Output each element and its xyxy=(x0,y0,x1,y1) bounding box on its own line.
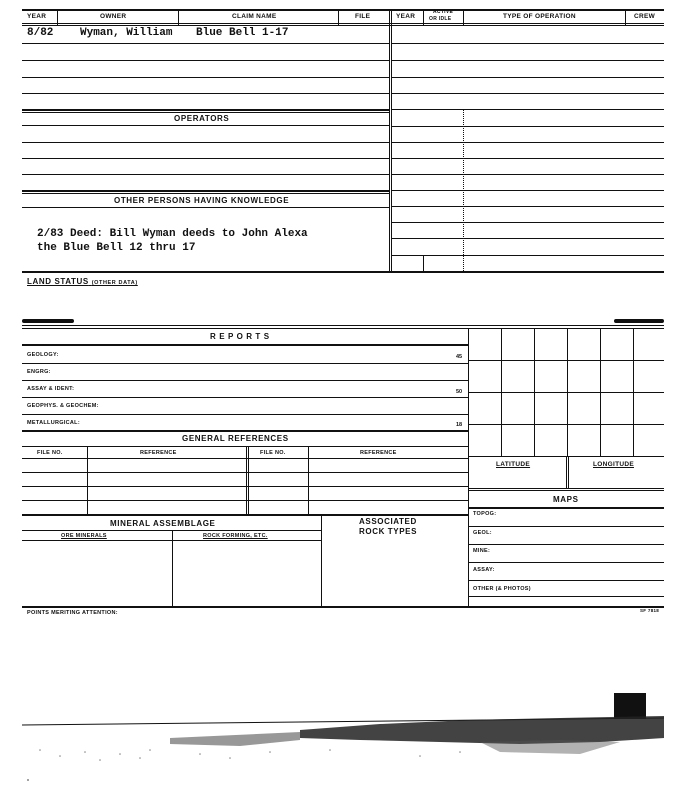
report-assay-label: ASSAY & IDENT: xyxy=(27,386,75,392)
land-status-subtitle: (OTHER DATA) xyxy=(91,280,138,286)
points-meriting-attention: POINTS MERITING ATTENTION: xyxy=(27,610,118,616)
header-year: YEAR xyxy=(27,13,47,20)
general-references-title: GENERAL REFERENCES xyxy=(182,434,289,443)
report-engrg-label: ENGRG: xyxy=(27,369,51,375)
report-assay-number: 50 xyxy=(456,389,463,395)
header-crew: CREW xyxy=(634,13,656,20)
header-or-idle: OR IDLE xyxy=(429,16,452,22)
maps-title: MAPS xyxy=(553,495,579,504)
header-file: FILE xyxy=(355,13,371,20)
header-active: ACTIVE xyxy=(433,9,454,15)
report-metallurgical-label: METALLURGICAL: xyxy=(27,420,80,426)
maps-assay: ASSAY: xyxy=(473,567,495,573)
claim-row-year: 8/82 xyxy=(27,27,54,39)
report-geology-number: 45 xyxy=(456,354,463,360)
maps-topog: TOPOG: xyxy=(473,511,497,517)
ref-col-file-no-2: FILE NO. xyxy=(260,450,286,456)
maps-geol: GEOL: xyxy=(473,530,492,536)
form-code: SF 7818 xyxy=(640,608,660,613)
ore-minerals-label: ORE MINERALS xyxy=(61,533,107,539)
rock-forming-label: ROCK FORMING, ETC. xyxy=(203,533,268,539)
ref-col-reference: REFERENCE xyxy=(140,450,177,456)
report-metallurgical-number: 18 xyxy=(456,422,463,428)
mineral-assemblage-title: MINERAL ASSEMBLAGE xyxy=(110,519,216,528)
latitude-label: LATITUDE xyxy=(496,461,531,468)
other-persons-note-line-1: 2/83 Deed: Bill Wyman deeds to John Alexa xyxy=(37,228,308,240)
ref-col-file-no: FILE NO. xyxy=(37,450,63,456)
header-year-2: YEAR xyxy=(396,13,416,20)
report-geophys-label: GEOPHYS. & GEOCHEM: xyxy=(27,403,99,409)
header-type-of-operation: TYPE OF OPERATION xyxy=(503,13,576,20)
header-claim-name: CLAIM NAME xyxy=(232,13,277,20)
maps-mine: MINE: xyxy=(473,548,491,554)
claim-row-claim-name: Blue Bell 1-17 xyxy=(196,27,289,39)
other-persons-note-line-2: the Blue Bell 12 thru 17 xyxy=(37,242,196,254)
scan-artifact xyxy=(0,680,678,790)
header-owner: OWNER xyxy=(100,13,127,20)
other-persons-title: OTHER PERSONS HAVING KNOWLEDGE xyxy=(114,196,290,205)
maps-other: OTHER (& PHOTOS) xyxy=(473,586,531,592)
associated-rock-types-line-1: ASSOCIATED xyxy=(359,517,417,526)
associated-rock-types-line-2: ROCK TYPES xyxy=(359,527,418,536)
land-status-label: LAND STATUS xyxy=(27,277,89,286)
ref-col-reference-2: REFERENCE xyxy=(360,450,397,456)
report-geology-label: GEOLOGY: xyxy=(27,352,59,358)
operators-title: OPERATORS xyxy=(174,114,230,123)
longitude-label: LONGITUDE xyxy=(593,461,634,468)
reports-title: R E P O R T S xyxy=(210,332,270,341)
claim-row-owner: Wyman, William xyxy=(80,27,173,39)
land-status-title xyxy=(27,277,138,286)
